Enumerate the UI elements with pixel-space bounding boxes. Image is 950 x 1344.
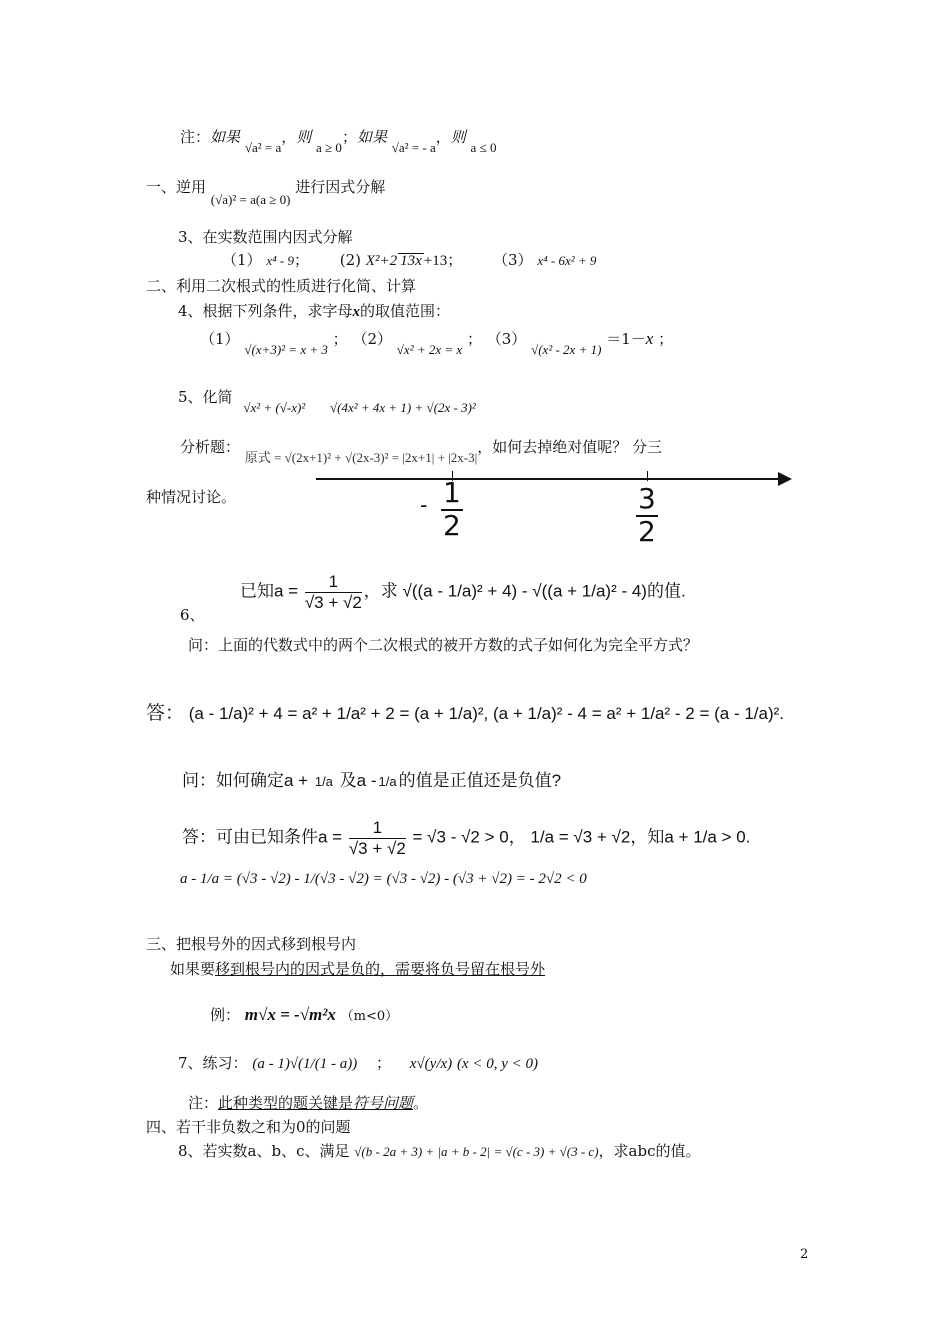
answer-2-fraction [349,818,406,858]
answer-2-lead: 答：可由已知条件a = [182,827,343,847]
section-1 [146,178,386,207]
tick-2-den: 2 [638,514,656,548]
q3-label: 3、在实数范围内因式分解 [178,228,353,246]
answer-1-lead: 答： [146,703,185,724]
q4-p2: （2） [352,330,393,348]
q5-label: 5、化简 [178,388,233,406]
q4-s1: ； [332,330,348,348]
number-line-axis [316,478,786,480]
note-if: 如果 [210,128,241,146]
q8 [178,1144,700,1159]
question-2-text: 问：如何确定a + [182,771,309,790]
question-2-frac: 1/a [314,774,333,790]
q3-sep: ； [293,251,309,269]
q7-e2: x√(y/x) [409,1056,453,1072]
q4-e3c: x [645,329,654,348]
q4-s3: ； [658,330,674,348]
q7-sep: ； [375,1054,391,1072]
note-then: 则 [296,128,312,146]
q3-e1: x⁴ - 9 [266,253,294,268]
q3-e3: x⁴ - 6x² + 9 [537,253,597,268]
q3-e2: X²+2 [365,253,398,269]
answer-2-e2: 1/a = √3 + √2，知a + 1/a > 0. [530,827,751,847]
tick-2-num: 3 [638,482,656,515]
example [210,1006,398,1023]
semicolon: ； [341,128,357,146]
q3-p1: （1） [222,251,262,269]
note-then2: 则 [450,128,466,146]
q5-e2: √(4x² + 4x + 1) + √(2x - 3)² [329,400,476,415]
question-2-mid: 及a - [339,771,377,790]
q5 [178,388,476,415]
section-1-formula: (√a)² = a(a ≥ 0) [210,192,291,207]
note-2 [188,1096,428,1111]
analysis-label: 分析题： [180,438,241,456]
comma: ， [281,128,297,146]
answer-2-den: √3 + √2 [348,838,406,858]
comma: ， [435,128,451,146]
q3-e2c: +13； [423,253,463,269]
q7-cond: (x < 0, y < 0) [456,1056,538,1072]
q4-label [178,304,450,320]
q8-tail: ，求abc的值。 [598,1142,701,1160]
section-1-tail: 进行因式分解 [295,178,386,196]
answer-2 [182,818,750,858]
q3-p2: (2) [339,251,361,269]
q4-e2: √x² + 2x = x [396,342,463,357]
note-2-end: 。 [413,1094,429,1112]
note-line [180,128,497,155]
analysis-tail2: 种情况讨论。 [146,488,237,506]
q4-items [200,329,674,357]
q6-ask-tail: 的值. [646,581,686,601]
answer-2-e1: = √3 - √2 > 0， [412,827,526,847]
section-3-title: 三、把根号外的因式移到根号内 [146,935,357,953]
question-1: 问：上面的代数式中的两个二次根式的被开方数的式子如何化为完全平方式？ [188,636,699,654]
q8-label: 8、若实数a、b、c、满足 [178,1142,350,1160]
tick-2-fraction [636,484,658,548]
q7 [178,1056,538,1072]
section-1-title: 一、逆用 [146,178,207,196]
q6-given-text: 已知a = [240,581,299,601]
q7-label: 7、练习： [178,1054,248,1072]
q6-label: 6、 [180,606,205,624]
step-expr: a - 1/a = (√3 - √2) - 1/(√3 - √2) = (√3 - √2) - (√3 + √2) = - 2√2 < 0 [180,871,587,887]
note-2-italic: 符号问题 [353,1094,414,1112]
q4-s2: ； [466,330,482,348]
q4-e3: √(x² - 2x + 1) [531,342,602,357]
q3-p3: （3） [493,251,533,269]
q6-given-fraction [305,572,362,612]
q4-e3b: ＝1－ [606,330,646,348]
question-2-tail: 的值是正值还是负值? [398,771,562,790]
note-res1: a ≥ 0 [316,140,342,155]
note-cond2: √a² = - a [391,140,436,155]
q4-var: x [352,304,361,320]
q6-ask-expr: √((a - 1/a)² + 4) - √((a + 1/a)² - 4) [402,581,647,601]
q3-e2-radical: 13x [400,253,422,269]
q4-p1: （1） [200,330,240,348]
q4-tail: 的取值范围： [360,302,451,320]
question-2 [182,772,561,789]
tick-1-sign: - [420,492,428,517]
section-3-rule [170,962,545,977]
note-res2: a ≤ 0 [470,140,497,155]
note-cond1: √a² = a [244,140,282,155]
rule-underlined: 移到根号内的因式是负的，需要将负号留在根号外 [215,960,546,978]
answer-2-num: 1 [349,818,406,839]
question-2-frac-2: 1/a [378,774,397,790]
example-cond: （m<0） [340,1009,399,1024]
q4-e1: √(x+3)² = x + 3 [244,342,328,357]
q4-p3: （3） [486,330,527,348]
note-lead: 注： [180,128,211,146]
q3-items [222,253,596,269]
note-if2: 如果 [356,128,387,146]
number-line-tick-2 [647,471,648,481]
page-number: 2 [800,1247,809,1262]
tick-1-fraction [441,478,463,542]
q6-ask: ，求 [363,581,398,601]
example-expr: m√x = -√m²x [244,1005,336,1024]
note-2-lead: 注： [188,1094,219,1112]
q5-e1: √x² + (√-x)² [243,400,306,415]
analysis-tail: ，如何去掉绝对值呢？ 分三 [477,438,663,456]
q6-num: 1 [305,572,362,593]
tick-1-num: 1 [443,476,461,509]
rule-pre: 如果要 [170,960,216,978]
tick-1-den: 2 [443,508,461,542]
q6-den: √3 + √2 [304,592,362,612]
note-2-underlined: 此种类型的题关键是 [218,1094,354,1112]
q8-expr: √(b - 2a + 3) + |a + b - 2| = √(c - 3) + √(3 - c) [354,1144,599,1159]
answer-1-expr: (a - 1/a)² + 4 = a² + 1/a² + 2 = (a + 1/a)², (a + 1/a)² - 4 = a² + 1/a² - 2 = (a - 1/a)². [188,704,785,723]
section-2-title: 二、利用二次根式的性质进行化简、计算 [146,277,417,295]
section-4-title: 四、若干非负数之和为0的问题 [146,1118,351,1136]
q6-given [240,572,686,612]
q4-label-text: 4、根据下列条件，求字母 [178,302,353,320]
analysis-expr: 原式 = √(2x+1)² + √(2x-3)² = |2x+1| + |2x-3| [244,450,478,465]
q7-e1: (a - 1)√(1/(1 - a)) [252,1056,358,1072]
number-line-arrow [778,472,792,486]
analysis-line [180,438,663,465]
example-label: 例： [210,1006,241,1024]
answer-1 [146,704,784,723]
